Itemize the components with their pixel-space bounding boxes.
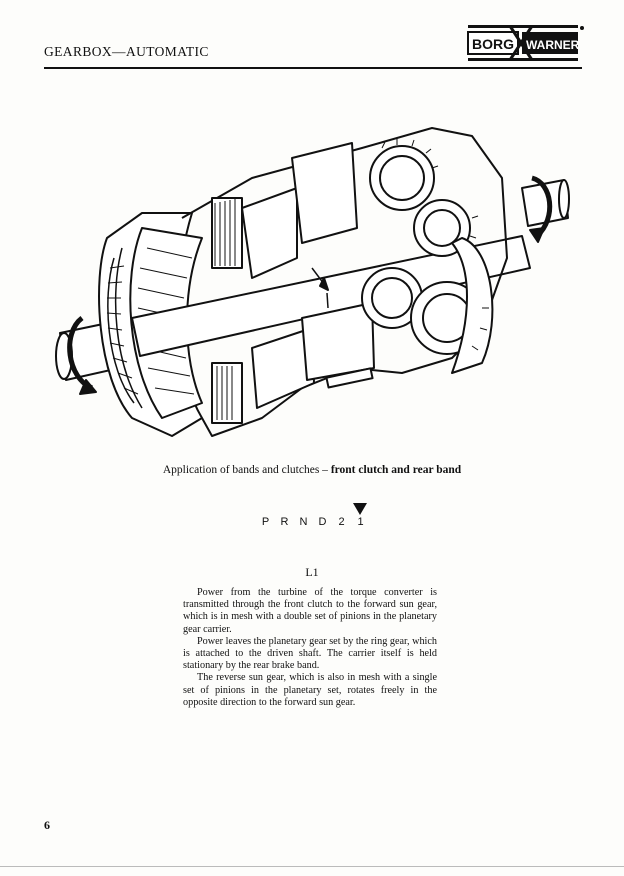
caption-bold: front clutch and rear band: [330, 464, 462, 476]
borg-warner-logo: [466, 22, 586, 64]
logo-text-borg: BORG: [472, 36, 514, 52]
logo-text-warner: WARNER: [526, 38, 580, 52]
caption-prefix: Application of bands and clutches –: [162, 464, 331, 476]
page-number: 6: [44, 818, 50, 832]
bottom-rule: [0, 866, 624, 867]
page-header-title: GEARBOX—AUTOMATIC: [44, 44, 209, 59]
gear-position-d: D: [318, 516, 327, 528]
paragraph: Power from the turbine of the torque converter is transmitted through the front clutch to the forward sun gear, which is in mesh with a double set of pinions in the planetary gear carrier.: [183, 587, 437, 635]
paragraph: Power leaves the planetary gear set by the ring gear, which is attached to the driven shaft. The carrier itself is held stationary by the rear brake band.: [183, 635, 437, 672]
gear-position-2: 2: [338, 516, 345, 528]
gear-position-1: 1: [357, 516, 364, 528]
gear-position-n: N: [299, 516, 308, 528]
figure-caption: [0, 464, 624, 476]
header-rule: [44, 67, 582, 69]
selected-gear-marker-icon: [353, 503, 367, 515]
gear-position-r: R: [280, 516, 289, 528]
paragraph: The reverse sun gear, which is also in mesh with a single set of pinions in the planetary set, rotates freely in the opposite direction to the forward sun gear.: [183, 672, 437, 708]
section-label: L1: [305, 565, 319, 579]
gear-selector: [256, 516, 370, 528]
body-text: [183, 587, 437, 709]
gearbox-cutaway-illustration: [52, 118, 572, 453]
gear-position-p: P: [261, 516, 270, 528]
